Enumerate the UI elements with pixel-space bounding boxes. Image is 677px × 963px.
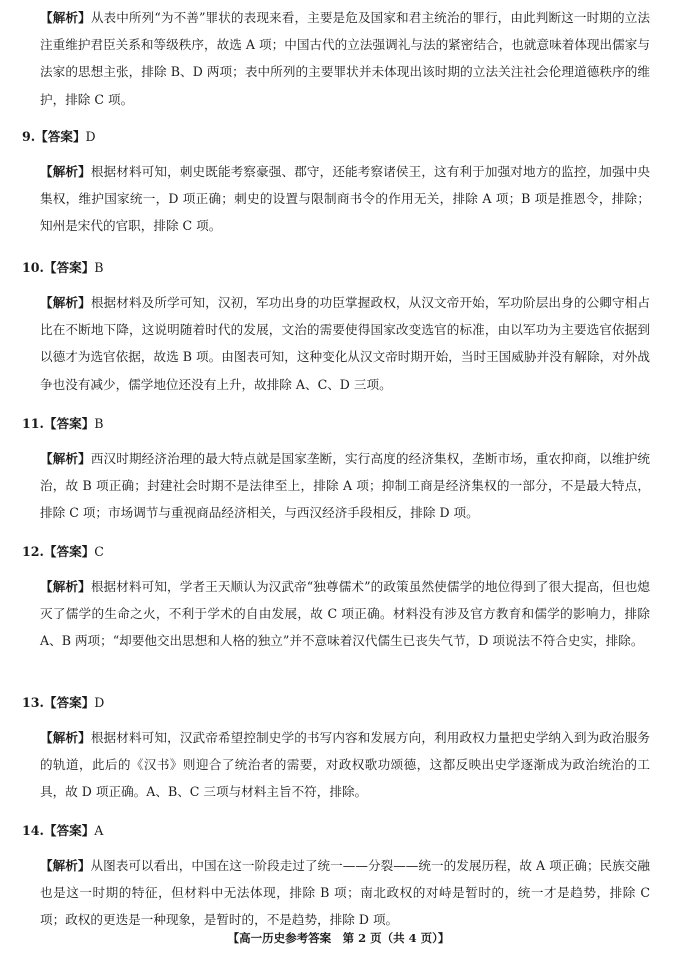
answer-line-9 — [22, 127, 96, 147]
analysis-tag: 【解析】 — [40, 295, 91, 310]
analysis-tag: 【解析】 — [40, 579, 91, 594]
analysis-paragraph-10 — [40, 289, 650, 398]
question-number: 10. — [22, 260, 44, 275]
answer-line-14 — [22, 821, 103, 841]
answer-value: A — [94, 823, 104, 838]
analysis-text: 根据材料可知，学者王天顺认为汉武帝“独尊儒术”的政策虽然使儒学的地位得到了很大提高，但也熄灭了儒学的生命之火，不利于学术的自由发展，故 C 项正确。材料没有涉及官方教育和儒学的影响力，排除 A、B 两项；“却要他交出思想和人格的独立”并不意味着汉代儒生已丧失气节，D 项说法不符合史实，排除。 — [40, 579, 650, 649]
answer-tag: 【答案】 — [35, 129, 86, 144]
answer-tag: 【答案】 — [43, 416, 95, 431]
analysis-paragraph-8 — [40, 4, 650, 113]
analysis-paragraph-12 — [40, 573, 650, 655]
answer-line-11 — [22, 414, 104, 434]
analysis-tag: 【解析】 — [40, 10, 91, 25]
answer-tag: 【答案】 — [43, 544, 95, 559]
analysis-paragraph-14 — [40, 852, 650, 934]
answer-value: D — [85, 129, 96, 144]
answer-value: B — [94, 416, 104, 431]
answer-value: B — [94, 260, 104, 275]
analysis-paragraph-13 — [40, 724, 650, 806]
analysis-text: 从表中所列“为不善”罪状的表现来看，主要是危及国家和君主统治的罪行，由此判断这一时期的立法注重维护君臣关系和等级秩序，故选 A 项；中国古代的立法强调礼与法的紧密结合，也就意味着体现出儒家与法家的思想主张，排除 B、D 两项；表中所列的主要罪状并未体现出该时期的立法关注社会伦理道德秩序的维护，排除 C 项。 — [40, 10, 650, 107]
analysis-text: 西汉时期经济治理的最大特点就是国家垄断，实行高度的经济集权，垄断市场，重农抑商，以维护统治，故 B 项正确；封建社会时期不是法律至上，排除 A 项；抑制工商是经济集权的一部分，不是最大特点，排除 C 项；市场调节与重视商品经济相关，与西汉经济手段相反，排除 D 项。 — [40, 451, 651, 521]
analysis-text: 根据材料可知，汉武帝希望控制史学的书写内容和发展方向，利用政权力量把史学纳入到为政治服务的轨道，此后的《汉书》则迎合了统治者的需要，对政权歌功颂德，这都反映出史学逐渐成为政治统治的工具，故 D 项正确。A、B、C 三项与材料主旨不符，排除。 — [40, 730, 651, 800]
analysis-text: 从图表可以看出，中国在这一阶段走过了统一——分裂——统一的发展历程，故 A 项正确；民族交融也是这一时期的特征，但材料中无法体现，排除 B 项；南北政权的对峙是暂时的，统一才是趋势，排除 C 项；政权的更迭是一种现象，是暂时的，不是趋势，排除 D 项。 — [40, 858, 650, 928]
answer-line-10 — [22, 258, 104, 278]
analysis-tag: 【解析】 — [40, 451, 91, 466]
page-footer: 【高一历史参考答案 第 2 页（共 4 页）】 — [227, 931, 450, 945]
answer-value: C — [94, 544, 104, 559]
analysis-tag: 【解析】 — [40, 730, 91, 745]
analysis-paragraph-9 — [40, 158, 650, 240]
question-number: 13. — [22, 695, 44, 710]
answer-line-12 — [22, 542, 104, 562]
analysis-tag: 【解析】 — [40, 164, 91, 179]
answer-tag: 【答案】 — [43, 823, 95, 838]
answer-tag: 【答案】 — [43, 260, 95, 275]
question-number: 14. — [22, 823, 44, 838]
analysis-text: 根据材料可知，刺史既能考察豪强、郡守，还能考察诸侯王，这有利于加强对地方的监控，加强中央集权，维护国家统一，D 项正确；刺史的设置与限制商书令的作用无关，排除 A 项；B 项是推恩令，排除；知州是宋代的官职，排除 C 项。 — [40, 164, 651, 234]
question-number: 11. — [22, 416, 44, 431]
analysis-tag: 【解析】 — [40, 858, 91, 873]
answer-tag: 【答案】 — [43, 695, 95, 710]
analysis-paragraph-11 — [40, 445, 650, 527]
question-number: 9. — [22, 129, 36, 144]
answer-line-13 — [22, 693, 104, 713]
analysis-text: 根据材料及所学可知，汉初，军功出身的功臣掌握政权，从汉文帝开始，军功阶层出身的公卿守相占比在不断地下降，这说明随着时代的发展，文治的需要使得国家改变选官的标准，由以军功为主要选官依据到以德才为选官依据，故选 B 项。由图表可知，这种变化从汉文帝时期开始，当时王国威胁并没有解除，对外战争也没有减少，儒学地位还没有上升，故排除 A、C、D 三项。 — [40, 295, 651, 392]
answer-value: D — [94, 695, 105, 710]
question-number: 12. — [22, 544, 44, 559]
